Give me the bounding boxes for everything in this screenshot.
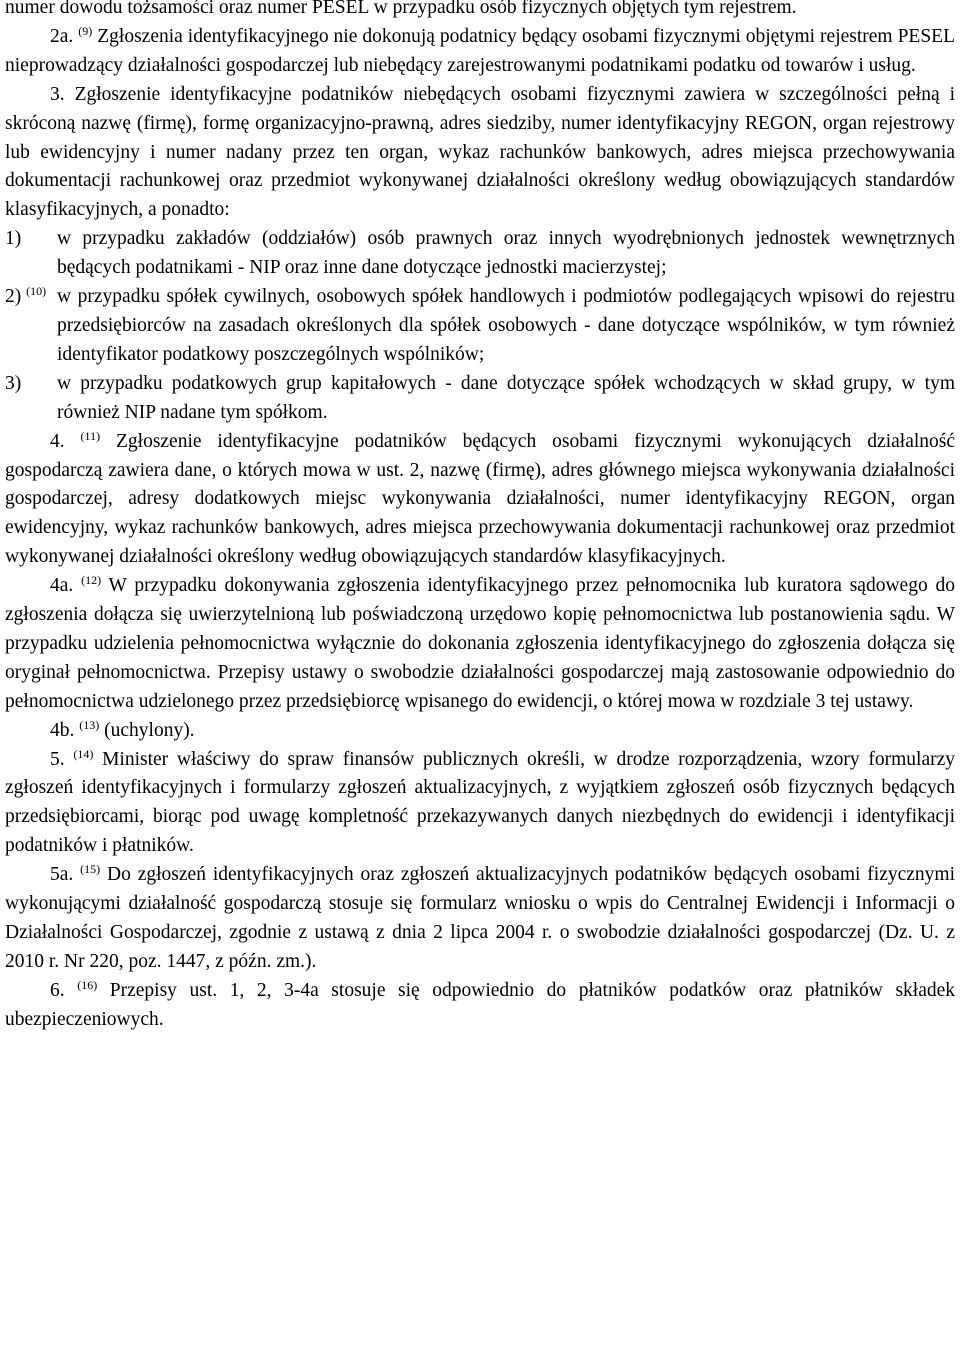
paragraph-text: Zgłoszenie identyfikacyjne podatników będących osobami fizycznymi wykonujących działalność gospodarczą zawiera dane, o których mowa w ust. 2, nazwę (firmę), adres głównego miejsca wykonywania działalności gospodarczej, adresy dodatkowych miejsc wykonywania działalności, numer identyfikacyjny REGON, organ ewidencyjny, wykaz rachunków bankowych, adres miejsca przechowywania dokumentacji rachunkowej oraz przedmiot wykonywanej działalności określony według obowiązujących standardów klasyfikacyjnych. [5, 430, 956, 568]
paragraph-text: Przepisy ust. 1, 2, 3-4a stosuje się odpowiednio do płatników podatków oraz płatników składek ubezpieczeniowych. [5, 979, 956, 1030]
paragraph-text: Do zgłoszeń identyfikacyjnych oraz zgłoszeń aktualizacyjnych podatników będących osobami fizycznymi wykonującymi działalność gospodarczą stosuje się formularz wniosku o wpis do Centralnej Ewidencji i Informacji o Działalności Gospodarczej, zgodnie z ustawą z dnia 2 lipca 2004 r. o swobodzie działalności gospodarczej (Dz. U. z 2010 r. Nr 220, poz. 1447, z późn. zm.). [5, 864, 956, 972]
paragraph-text: Minister właściwy do spraw finansów publicznych określi, w drodze rozporządzenia, wzory formularzy zgłoszeń identyfikacyjnych i formularzy zgłoszeń aktualizacyjnych, z wyjątkiem zgłoszeń osób fizycznych będących przedsiębiorcami, biorąc pod uwagę kompletność przekazywanych danych niezbędnych do ewidencji i identyfikacji podatników i płatników. [5, 748, 956, 857]
paragraph-text: (uchylony). [104, 719, 195, 741]
paragraph-text: W przypadku dokonywania zgłoszenia identyfikacyjnego przez pełnomocnika lub kuratora sądowego do zgłoszenia dołącza się uwierzytelnioną lub poświadczoną urzędowo kopię pełnomocnictwa lub postanowienia sądu. W przypadku udzielenia pełnomocnictwa wyłącznie do dokonania zgłoszenia identyfikacyjnego do zgłoszenia dołącza się oryginał pełnomocnictwa. Przepisy ustawy o swobodzie działalności gospodarczej mają zastosowanie odpowiednio do pełnomocnictwa udzielonego przez przedsiębiorcę wpisanego do ewidencji, o której mowa w rozdziale 3 tej ustawy. [5, 575, 955, 712]
enumerated-list [5, 225, 955, 427]
paragraph-4 [5, 428, 955, 573]
footnote-ref: (16) [77, 977, 98, 992]
paragraph-label: 5a. [50, 864, 74, 886]
list-item-text: w przypadku podatkowych grup kapitałowych - dane dotyczące spółek wchodzących w skład grupy, w tym również NIP nadane tym spółkom. [57, 372, 955, 423]
paragraph-label: 4. [50, 430, 65, 452]
footnote-ref: (12) [81, 573, 102, 588]
list-item-number: 1) [5, 228, 22, 250]
paragraph-2a [5, 23, 955, 81]
paragraph-6 [5, 977, 955, 1035]
paragraph-text: Zgłoszenia identyfikacyjnego nie dokonują podatnicy będący osobami fizycznymi objętymi rejestrem PESEL nieprowadzący działalności gospodarczej lub niebędący zarejestrowanymi podatnikami podatku od towarów i usług. [5, 25, 955, 76]
footnote-ref: (14) [73, 746, 94, 761]
paragraph-label: 4a. [50, 575, 74, 597]
footnote-ref: (13) [79, 717, 100, 732]
paragraph-5 [5, 746, 955, 862]
list-item [5, 225, 955, 283]
paragraph-label: 5. [50, 748, 65, 770]
list-item-text: w przypadku zakładów (oddziałów) osób prawnych oraz innych wyodrębnionych jednostek wewnętrznych będących podatnikami - NIP oraz inne dane dotyczące jednostki macierzystej; [57, 228, 955, 279]
list-item [5, 370, 955, 428]
paragraph-3 [5, 81, 955, 226]
list-item-text: w przypadku spółek cywilnych, osobowych spółek handlowych i podmiotów podlegających wpisowi do rejestru przedsiębiorców na zasadach określonych dla spółek osobowych - dane dotyczące wspólników, w tym również identyfikator podatkowy poszczególnych wspólników; [57, 286, 955, 365]
footnote-ref: (11) [80, 428, 101, 443]
list-item-number [5, 283, 57, 312]
list-item-number: 3) [5, 372, 22, 394]
footnote-ref: (15) [80, 862, 101, 877]
paragraph-label: 6. [50, 979, 65, 1001]
list-item-number-label: 2) [5, 286, 22, 308]
paragraph-label: 4b. [50, 719, 75, 741]
paragraph-text: Zgłoszenie identyfikacyjne podatników niebędących osobami fizycznymi zawiera w szczególności pełną i skróconą nazwę (firmę), formę organizacyjno-prawną, adres siedziby, numer identyfikacyjny REGON, organ rejestrowy lub ewidencyjny i numer nadany przez ten organ, wykaz rachunków bankowych, adres miejsca przechowywania dokumentacji rachunkowej oraz przedmiot wykonywanej działalności określony według obowiązujących standardów klasyfikacyjnych, a ponadto: [5, 83, 955, 221]
continuation-text: numer dowodu tożsamości oraz numer PESEL w przypadku osób fizycznych objętych tym rejestrem. [5, 0, 797, 18]
list-item [5, 283, 955, 370]
footnote-ref: (9) [78, 23, 93, 38]
paragraph-label: 3. [50, 83, 65, 105]
paragraph-4b [5, 717, 955, 746]
paragraph-4a [5, 572, 955, 717]
paragraph-5a [5, 861, 955, 977]
footnote-ref: (10) [26, 284, 47, 299]
paragraph-label: 2a. [50, 25, 74, 47]
